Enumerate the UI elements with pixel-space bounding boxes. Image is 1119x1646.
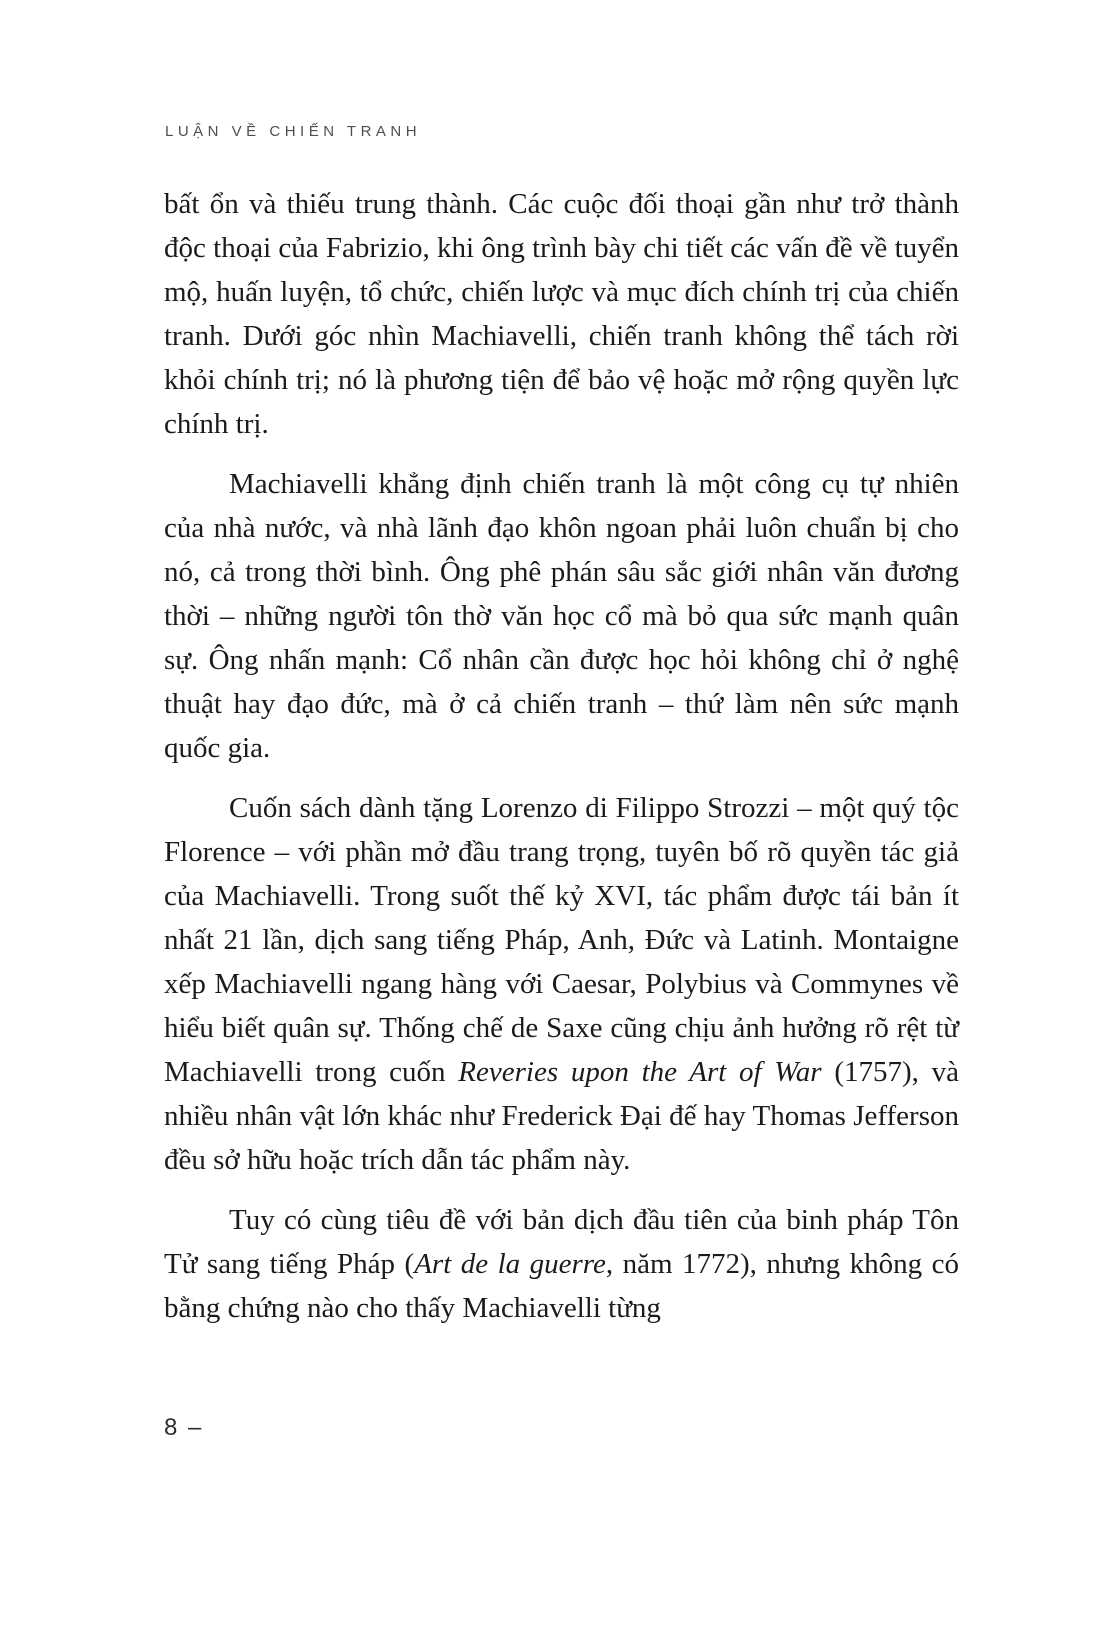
paragraph xyxy=(164,462,959,770)
text-run: Tuy có cùng tiêu đề với bản dịch đầu tiên của binh pháp Tôn Tử sang tiếng Pháp ( xyxy=(164,1204,959,1280)
text-run: , năm 1772), nhưng không có bằng chứng nào cho thấy Machiavelli từng xyxy=(164,1248,959,1324)
body-text xyxy=(164,182,959,1346)
paragraph xyxy=(164,786,959,1182)
italic-text-run: Art de la guerre xyxy=(414,1248,606,1280)
text-run: (1757), và nhiều nhân vật lớn khác như Frederick Đại đế hay Thomas Jefferson đều sở hữu hoặc trích dẫn tác phẩm này. xyxy=(164,1056,959,1176)
text-run: Cuốn sách dành tặng Lorenzo di Filippo Strozzi – một quý tộc Florence – với phần mở đầu trang trọng, tuyên bố rõ quyền tác giả của Machiavelli. Trong suốt thế kỷ XVI, tác phẩm được tái bản ít nhất 21 lần, dịch sang tiếng Pháp, Anh, Đức và Latinh. Montaigne xếp Machiavelli ngang hàng với Caesar, Polybius và Commynes về hiểu biết quân sự. Thống chế de Saxe cũng chịu ảnh hưởng rõ rệt từ Machiavelli trong cuốn xyxy=(164,792,959,1088)
paragraph xyxy=(164,1198,959,1330)
paragraph xyxy=(164,182,959,446)
text-run: bất ổn và thiếu trung thành. Các cuộc đối thoại gần như trở thành độc thoại của Fabrizio, khi ông trình bày chi tiết các vấn đề về tuyển mộ, huấn luyện, tổ chức, chiến lược và mục đích chính trị của chiến tranh. Dưới góc nhìn Machiavelli, chiến tranh không thể tách rời khỏi chính trị; nó là phương tiện để bảo vệ hoặc mở rộng quyền lực chính trị. xyxy=(164,188,959,440)
page-number: 8 – xyxy=(164,1414,204,1441)
text-run: Machiavelli khẳng định chiến tranh là một công cụ tự nhiên của nhà nước, và nhà lãnh đạo khôn ngoan phải luôn chuẩn bị cho nó, cả trong thời bình. Ông phê phán sâu sắc giới nhân văn đương thời – những người tôn thờ văn học cổ mà bỏ qua sức mạnh quân sự. Ông nhấn mạnh: Cổ nhân cần được học hỏi không chỉ ở nghệ thuật hay đạo đức, mà ở cả chiến tranh – thứ làm nên sức mạnh quốc gia. xyxy=(164,468,959,764)
running-header: LUẬN VỀ CHIẾN TRANH xyxy=(165,123,422,140)
italic-text-run: Reveries upon the Art of War xyxy=(458,1056,822,1088)
